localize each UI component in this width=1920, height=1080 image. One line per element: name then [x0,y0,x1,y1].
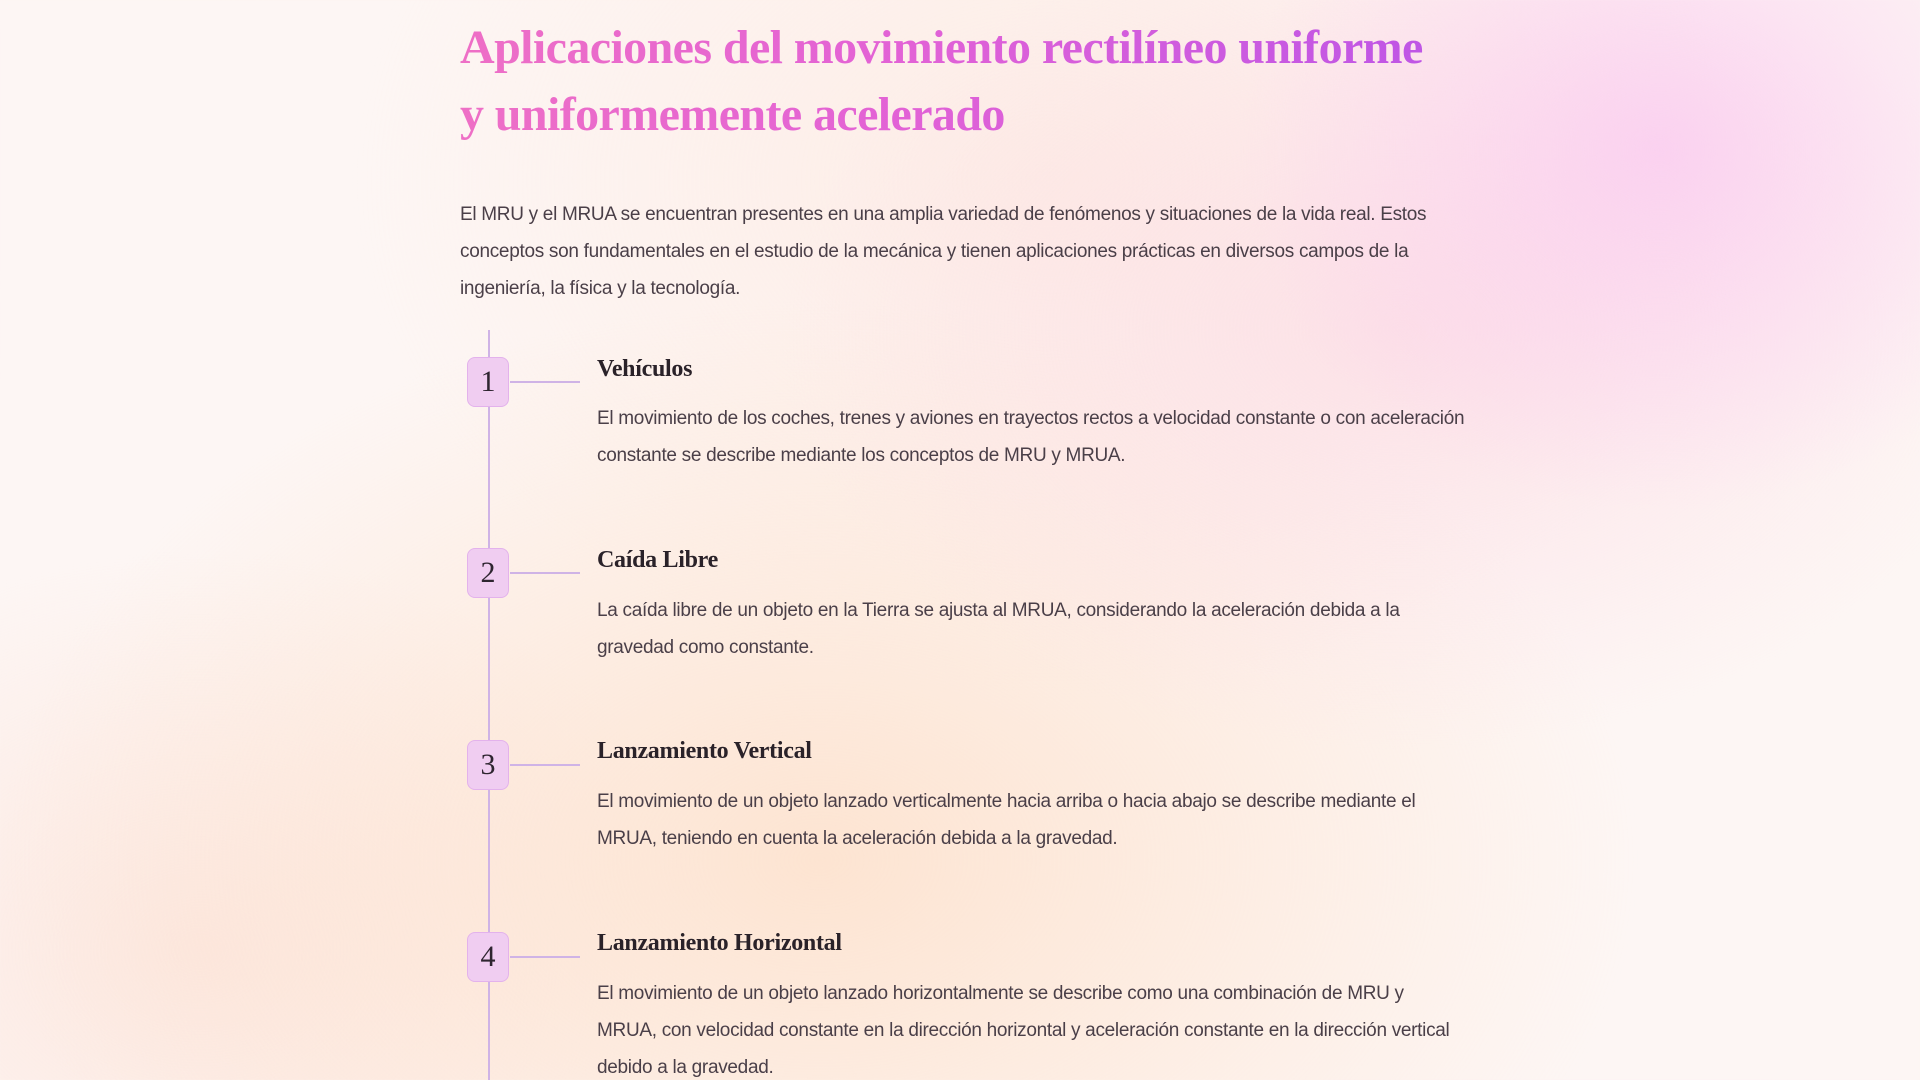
step-connector [510,956,580,958]
step-title: Caída Libre [597,547,718,573]
step-number-badge: 1 [467,357,509,407]
step-description: El movimiento de un objeto lanzado horizontalmente se describe como una combinación de MRU y MRUA, con velocidad constante en la dirección horizontal y aceleración constante en la dirección vertical debido a la gravedad. [597,983,1450,1078]
step-number-badge: 3 [467,740,509,790]
step-description: El movimiento de los coches, trenes y aviones en trayectos rectos a velocidad constante o con aceleración constante se describe mediante los conceptos de MRU y MRUA. [597,408,1465,466]
step-number-badge: 4 [467,932,509,982]
step-title: Vehículos [597,356,693,382]
page-title: Aplicaciones del movimiento rectilíneo uniforme y uniformemente acelerado [460,14,1450,148]
intro-paragraph: El MRU y el MRUA se encuentran presentes en una amplia variedad de fenómenos y situaciones de la vida real. Estos conceptos son fundamentales en el estudio de la mecánica y tienen aplicaciones prácticas en diversos campos de la ingeniería, la física y la tecnología. [460,204,1427,299]
step-description: La caída libre de un objeto en la Tierra se ajusta al MRUA, considerando la aceleración debida a la gravedad como constante. [597,600,1400,658]
step-description: El movimiento de un objeto lanzado verticalmente hacia arriba o hacia abajo se describe mediante el MRUA, teniendo en cuenta la aceleración debida a la gravedad. [597,791,1416,849]
step-connector [510,764,580,766]
step-connector [510,572,580,574]
timeline [460,330,1465,1080]
content [460,0,1465,1078]
step-title: Lanzamiento Vertical [597,738,812,764]
step-connector [510,381,580,383]
step-number-badge: 2 [467,548,509,598]
step-title: Lanzamiento Horizontal [597,930,842,956]
